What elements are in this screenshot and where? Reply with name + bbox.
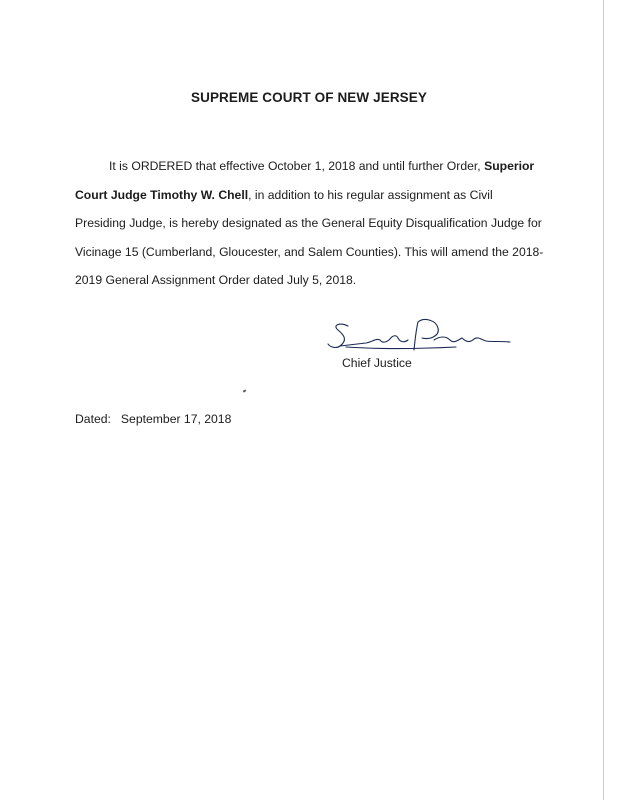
scan-speck: [243, 389, 247, 392]
signature-stroke-underline: [346, 347, 456, 349]
dated-line: [75, 412, 231, 426]
signature-stroke-r: [414, 320, 438, 350]
judge-name: Superior Court Judge Timothy W. Chell: [75, 159, 535, 202]
court-title: SUPREME COURT OF NEW JERSEY: [191, 90, 427, 105]
dated-value: September 17, 2018: [120, 412, 232, 426]
order-rest: , in addition to his regular assignment as Civil Presiding Judge, is hereby designated as the General Equity Disqualification Judge for Vicinage 15 (Cumberland, Gloucester, and Salem Counties). This will amend the 2018-2019 General Assignment Order dated July 5, 2018.: [75, 187, 544, 287]
chief-justice-signature: [326, 316, 516, 356]
scan-edge-line: [603, 0, 604, 800]
order-paragraph: [75, 152, 545, 295]
signature-stroke-last: [434, 337, 510, 342]
signature-stroke-s: [328, 324, 348, 347]
order-intro: It is ORDERED that effective October 1, 2018 and until further Order,: [109, 159, 481, 173]
dated-label: Dated:: [75, 412, 111, 426]
signatory-title: Chief Justice: [342, 356, 412, 370]
signature-stroke-first: [340, 336, 408, 346]
